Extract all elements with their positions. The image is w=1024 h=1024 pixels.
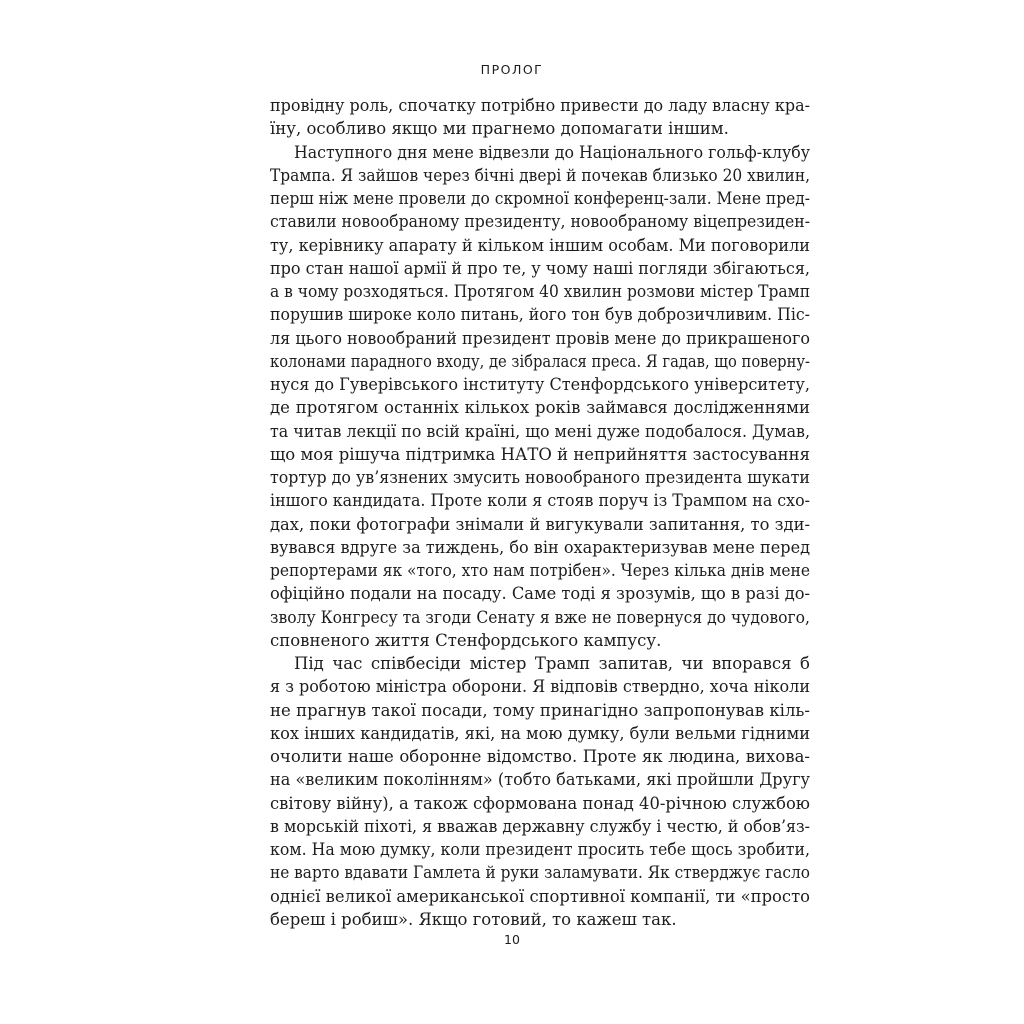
text-line: ля цього новообраний президент провів мене до прикрашеного [270,328,810,348]
text-line: нуся до Гуверівського інституту Стенфордського університету, [270,375,810,394]
text-line: що моя рішуча підтримка НАТО й неприйняття застосування [270,444,810,464]
text-line: де протягом останніх кількох років займався дослідженнями [270,398,810,418]
text-line: репортерами як «того, хто нам потрібен». Через кілька днів мене [270,561,810,580]
text-line: перш ніж мене провели до скромної конференц-зали. Мене пред- [270,189,810,208]
body-text [270,94,810,931]
paragraph-first-line: Наступного дня мене відвезли до Національного гольф-клубу [294,142,810,162]
text-line: тортур до ув’язнених змусить новообраного президента шукати [270,468,810,487]
text-line: Трампа. Я зайшов через бічні двері й почекав близько 20 хвилин, [270,165,810,185]
text-line: порушив широке коло питань, його тон був доброзичливим. Піс- [270,305,810,325]
text-line: зволу Конгресу та згоди Сенату я вже не повернуся до чудового, [270,607,810,627]
text-line: колонами парадного входу, де зібралася преса. Я гадав, що поверну- [270,351,810,371]
text-line: я з роботою міністра оборони. Я відповів ствердно, хоча ніколи [270,677,810,697]
text-line: ставили новообраному президенту, новообраному віцепрезиден- [270,212,810,232]
text-line: про стан нашої армії й про те, у чому наші погляди збігаються, [270,258,810,278]
text-line: провідну роль, спочатку потрібно привести до ладу власну кра- [270,96,810,115]
text-line: офіційно подали на посаду. Саме тоді я зрозумів, що в разі до- [270,584,810,604]
text-line: не прагнув такої посади, тому принагідно запропонував кіль- [270,700,810,720]
text-line: кох інших кандидатів, які, на мою думку, були вельми гідними [270,723,810,743]
text-line: світову війну), а також сформована понад 40-річною службою [270,793,810,813]
text-line: в морській піхоті, я вважав державну службу і честю, й обов’яз- [270,816,810,836]
text-line: однієї великої американської спортивної компанії, ти «просто [270,886,810,906]
text-line: іншого кандидата. Проте коли я стояв поруч із Трампом на схо- [270,491,810,511]
page-number: 10 [504,932,520,947]
running-header: ПРОЛОГ [480,62,544,77]
text-line: вувався вдруге за тиждень, бо він охарактеризував мене перед [270,537,810,557]
text-line: сповненого життя Стенфордського кампусу. [270,630,662,650]
text-line: ту, керівнику апарату й кільком іншим особам. Ми поговорили [270,235,810,255]
text-line: їну, особливо якщо ми прагнемо допомагати іншим. [270,119,729,139]
text-line: на «великим поколінням» (тобто батьками, які пройшли Другу [270,770,810,790]
text-line: ком. На мою думку, коли президент просить тебе щось зробити, [270,840,810,859]
text-line: та читав лекції по всій країні, що мені дуже подобалося. Думав, [270,421,810,441]
text-line: береш і робиш». Якщо готовий, то кажеш так. [270,909,677,929]
text-line: не варто вдавати Гамлета й руки заламувати. Як стверджує гасло [270,863,810,883]
text-line: дах, поки фотографи знімали й вигукували запитання, то зди- [270,514,810,534]
text-line: а в чому розходяться. Протягом 40 хвилин розмови містер Трамп [270,282,810,301]
paragraph-first-line: Під час співбесіди містер Трамп запитав, чи впорався б [294,654,810,673]
text-line: очолити наше оборонне відомство. Проте як людина, вихова- [270,747,810,766]
